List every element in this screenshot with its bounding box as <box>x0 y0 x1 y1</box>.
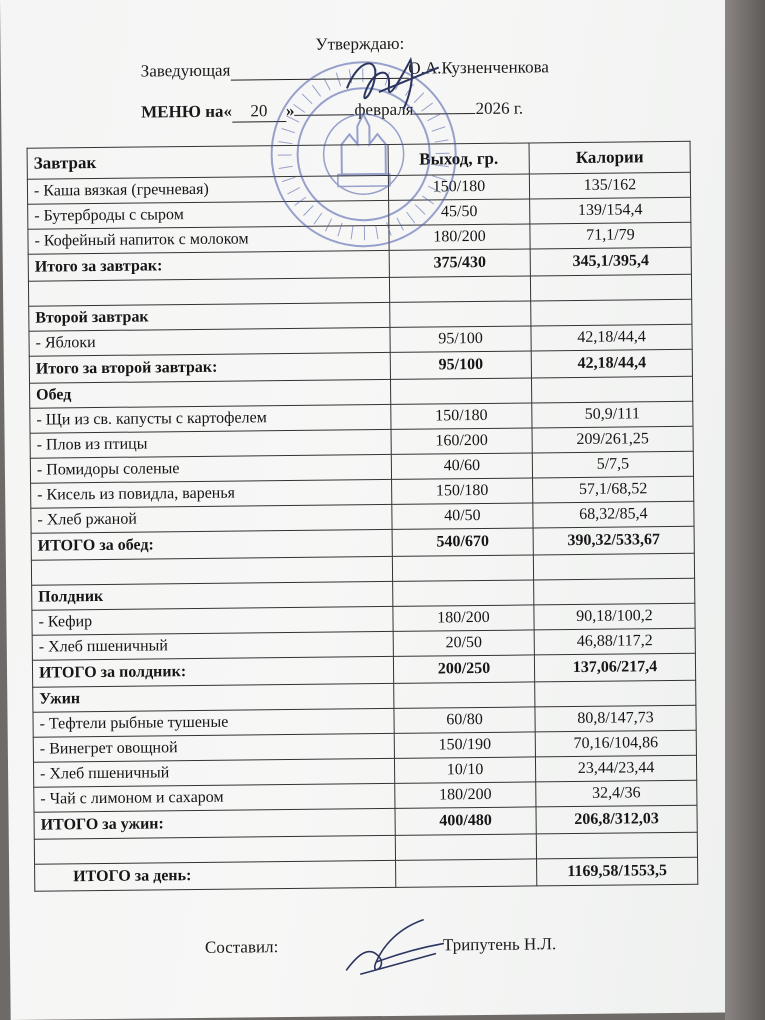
row-yield: 375/430 <box>389 249 530 277</box>
stamp-glyph <box>295 197 306 205</box>
row-calories: 5/7,5 <box>532 451 693 478</box>
row-calories <box>531 376 692 403</box>
row-yield <box>390 301 531 327</box>
row-item-name <box>31 556 392 585</box>
row-item-name: Полдник <box>32 581 393 610</box>
row-yield: 180/200 <box>395 782 536 808</box>
row-calories <box>530 274 691 301</box>
row-yield: 150/190 <box>394 732 535 758</box>
row-item-name: - Хлеб пшеничный <box>32 631 393 660</box>
row-calories <box>535 680 696 707</box>
stamp-glyph <box>432 176 445 180</box>
stamp-glyph <box>435 140 449 142</box>
stamp-glyph <box>325 219 331 232</box>
row-item-name <box>28 277 389 306</box>
column-header-yield: Выход, гр. <box>388 143 529 175</box>
row-item-name: Итого за второй завтрак: <box>29 352 390 383</box>
stamp-glyph <box>294 104 305 112</box>
row-item-name: - Щи из св. капусты с картофелем <box>30 404 391 433</box>
stamp-glyph <box>324 78 330 91</box>
stamp-glyph <box>407 212 415 223</box>
stamp-glyph <box>279 166 293 168</box>
row-calories: 90,18/100,2 <box>534 603 695 630</box>
compiled-label: Составил: <box>204 937 279 957</box>
quote-close: » <box>285 100 295 121</box>
row-item-name: ИТОГО за день: <box>35 860 396 891</box>
row-calories <box>531 299 692 326</box>
row-item-name: - Хлеб ржаной <box>31 504 392 533</box>
quote-open: « <box>223 101 233 121</box>
stamp-glyph <box>422 196 433 204</box>
compiler-name: Трипутень Н.Л. <box>442 934 557 955</box>
row-calories: 137,06/217,4 <box>534 653 695 682</box>
stamp-glyph <box>303 206 313 216</box>
row-calories: 206,8/312,03 <box>536 805 697 834</box>
row-calories: 71,1/79 <box>530 222 691 249</box>
row-calories: 42,18/44,4 <box>531 324 692 351</box>
row-item-name: - Тефтели рыбные тушеные <box>33 708 394 737</box>
approve-label: Утверждаю: <box>315 33 405 54</box>
row-calories <box>534 578 695 605</box>
row-calories: 68,32/85,4 <box>533 501 694 528</box>
stamp-glyph <box>338 223 342 236</box>
stamp-glyph <box>428 186 441 192</box>
row-yield: 160/200 <box>391 428 532 454</box>
row-calories: 70,16/104,86 <box>535 730 696 757</box>
row-yield: 40/50 <box>392 503 533 529</box>
row-item-name: Обед <box>30 379 391 408</box>
row-item-name: - Помидоры соленые <box>30 454 391 483</box>
background-edge <box>725 0 765 1020</box>
row-yield: 150/180 <box>388 174 529 200</box>
approver-name: О.А.Кузненченкова <box>408 57 549 78</box>
column-header-meal: Завтрак <box>27 144 388 179</box>
row-calories: 80,8/147,73 <box>535 705 696 732</box>
stamp-glyph <box>302 94 312 104</box>
row-item-name: - Кефир <box>32 606 393 635</box>
row-yield <box>389 276 530 302</box>
stamp-glyph <box>435 165 449 167</box>
stamp-glyph <box>387 222 391 235</box>
approver-signature <box>339 47 460 118</box>
row-item-name: - Бутерброды с сыром <box>28 200 389 229</box>
stamp-glyph <box>287 188 300 194</box>
row-item-name: - Кисель из повидла, варенья <box>31 479 392 508</box>
row-yield: 540/670 <box>392 528 533 556</box>
stamp-glyph <box>415 204 425 214</box>
stamp-glyph <box>351 225 353 239</box>
row-yield: 20/50 <box>393 630 534 656</box>
row-item-name: - Кофейный напиток с молоком <box>28 225 389 254</box>
stamp-glyph <box>282 177 295 181</box>
row-yield: 180/200 <box>393 605 534 631</box>
row-item-name: ИТОГО за ужин: <box>34 808 395 839</box>
row-yield <box>394 682 535 708</box>
row-calories: 139/154,4 <box>530 197 691 224</box>
row-item-name: ИТОГО за полдник: <box>32 656 393 687</box>
row-item-name: ИТОГО за обед: <box>31 529 392 560</box>
row-item-name: - Чай с лимоном и сахаром <box>34 783 395 812</box>
row-yield: 10/10 <box>394 757 535 783</box>
row-calories: 135/162 <box>529 172 690 199</box>
row-item-name: Ужин <box>33 683 394 712</box>
stamp-glyph <box>312 85 320 96</box>
row-yield <box>390 378 531 404</box>
compiled-by-line <box>204 934 557 958</box>
menu-year: 2026 г. <box>475 98 524 119</box>
compiler-signature <box>340 913 451 982</box>
row-item-name: Второй завтрак <box>29 302 390 331</box>
row-item-name <box>34 835 395 864</box>
position-label: Заведующая <box>140 60 231 81</box>
row-yield: 150/180 <box>391 403 532 429</box>
row-calories: 209/261,25 <box>532 426 693 453</box>
stamp-glyph <box>376 225 378 239</box>
row-item-name: - Хлеб пшеничный <box>33 758 394 787</box>
row-item-name: - Яблоки <box>29 327 390 356</box>
row-item-name: - Плов из птицы <box>30 429 391 458</box>
row-calories: 1169,58/1553,5 <box>537 857 698 886</box>
menu-month: февраля <box>354 99 414 120</box>
row-calories: 57,1/68,52 <box>533 476 694 503</box>
row-yield: 200/250 <box>393 655 534 683</box>
row-yield: 150/180 <box>392 478 533 504</box>
row-yield: 95/100 <box>390 326 531 352</box>
row-yield: 95/100 <box>390 351 531 379</box>
stamp-glyph <box>397 218 403 231</box>
row-yield: 400/480 <box>395 807 536 835</box>
row-calories <box>533 553 694 580</box>
row-item-name: - Каша вязкая (гречневая) <box>27 175 388 204</box>
stamp-glyph <box>279 141 293 143</box>
stamp-glyph <box>282 128 295 132</box>
menu-day: 20 <box>232 101 286 123</box>
row-yield: 45/50 <box>389 199 530 225</box>
row-calories: 23,44/23,44 <box>535 755 696 782</box>
row-yield: 180/200 <box>389 224 530 250</box>
row-calories: 50,9/111 <box>532 401 693 428</box>
row-yield <box>395 834 536 860</box>
stamp-glyph <box>432 127 445 131</box>
row-calories: 32,4/36 <box>536 780 697 807</box>
row-yield <box>393 580 534 606</box>
row-calories: 390,32/533,67 <box>533 526 694 555</box>
row-item-name: Итого за завтрак: <box>28 250 389 281</box>
row-item-name: - Винегрет овощной <box>33 733 394 762</box>
row-yield <box>396 859 537 887</box>
row-yield <box>392 555 533 581</box>
row-calories: 345,1/395,4 <box>530 247 691 276</box>
menu-title: МЕНЮ на <box>141 101 224 122</box>
stamp-glyph <box>287 116 300 122</box>
table-row <box>35 857 698 891</box>
stamp-glyph <box>314 213 322 224</box>
row-yield: 60/80 <box>394 707 535 733</box>
row-calories: 46,88/117,2 <box>534 628 695 655</box>
row-yield: 40/60 <box>391 453 532 479</box>
column-header-calories: Калории <box>529 141 690 174</box>
row-calories <box>536 832 697 859</box>
row-calories: 42,18/44,4 <box>531 349 692 378</box>
